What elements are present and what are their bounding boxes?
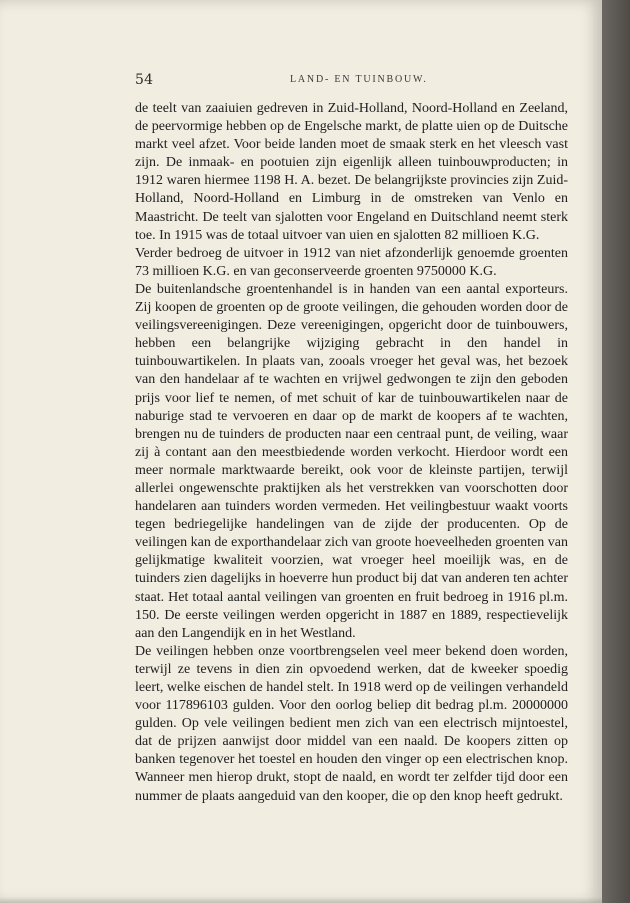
binding-shadow	[602, 0, 630, 903]
running-title: LAND- EN TUINBOUW.	[290, 74, 428, 85]
body-text	[135, 100, 568, 806]
paragraph-auctions: De buitenlandsche groentenhandel is in handen van een aantal exporteurs. Zij koopen de groenten op de groote veilingen, die gehouden worden door de veilingsvereenigingen. Deze vereenigingen, opgericht door de tuinbouwers, hebben een belangrijke wijziging gebracht in den handel in tuinbouwartikelen. In plaats van, zooals vroeger het geval was, het bezoek van den handelaar af te wachten en vrijwel gedwongen te zijn den geboden prijs voor lief te nemen, of met schuit of kar de tuinbouwartikelen naar de naburige stad te vervoeren en daar op de markt de koopers af te wachten, brengen nu de tuinders de producten naar een centraal punt, de veiling, waar zij à contant aan den meestbiedende worden verkocht. Hierdoor wordt een meer normale marktwaarde bereikt, ook voor de kleinste partijen, terwijl allerlei ongewenschte praktijken als het verstrekken van voorschotten door handelaren aan tuinders worden vermeden. Het veilingbestuur waakt voorts tegen bedriegelijke handelingen van de zijde der producenten. Op de veilingen kan de exporthandelaar zich van groote hoeveelheden groenten van gelijkmatige kwaliteit voorzien, wat vroeger heel moeilijk was, en de tuinders zien dagelijks in hoeverre hun product bij dat van anderen ten achter staat. Het totaal aantal veilingen van groenten en fruit bedroeg in 1916 pl.m. 150. De eerste veilingen werden opgericht in 1887 en 1889, respectievelijk aan den Langendijk en in het Westland.	[135, 281, 568, 641]
page-bottom-edge	[0, 897, 602, 903]
paragraph-auction-system: De veilingen hebben onze voortbrengselen veel meer bekend doen worden, terwijl ze tevens in dien zin opvoedend werken, dat de kweeker spoedig leert, welke eischen de handel stelt. In 1918 werd op de veilingen verhandeld voor 117896103 gulden. Voor den oorlog beliep dit bedrag pl.m. 20000000 gulden. Op vele veilingen bedient men zich van een electrisch mijntoestel, dat de prijzen aanwijst door middel van een naald. De koopers zitten op banken tegenover het toestel en houden den vinger op een electrischen knop. Wanneer men hierop drukt, stopt de naald, en wordt ter zelfder tijd door een nummer de plaats aangeduid van den kooper, die op den knop heeft gedrukt.	[135, 643, 568, 804]
page-header	[135, 72, 568, 90]
paragraph-vegetable-exports: Verder bedroeg de uitvoer in 1912 van niet afzonderlijk genoemde groenten 73 millioen K.G. en van geconserveerde groenten 9750000 K.G.	[135, 245, 568, 279]
page-number: 54	[135, 72, 154, 88]
paragraph-onion-trade: de teelt van zaaiuien gedreven in Zuid-Holland, Noord-Holland en Zeeland, de peervormige hebben op de Engelsche markt, de platte uien op de Duitsche markt veel afzet. Voor beide landen moet de smaak sterk en het vleesch vast zijn. De inmaak- en pootuien zijn eigenlijk alleen tuinbouwproducten; in 1912 waren hiermee 1198 H. A. bezet. De belangrijkste provincies zijn Zuid-Holland, Noord-Holland en Limburg in de omstreken van Venlo en Maastricht. De teelt van sjalotten voor Engeland en Duitschland neemt sterk toe. In 1915 was de totaal uitvoer van uien en sjalotten 82 millioen K.G.	[135, 101, 568, 243]
